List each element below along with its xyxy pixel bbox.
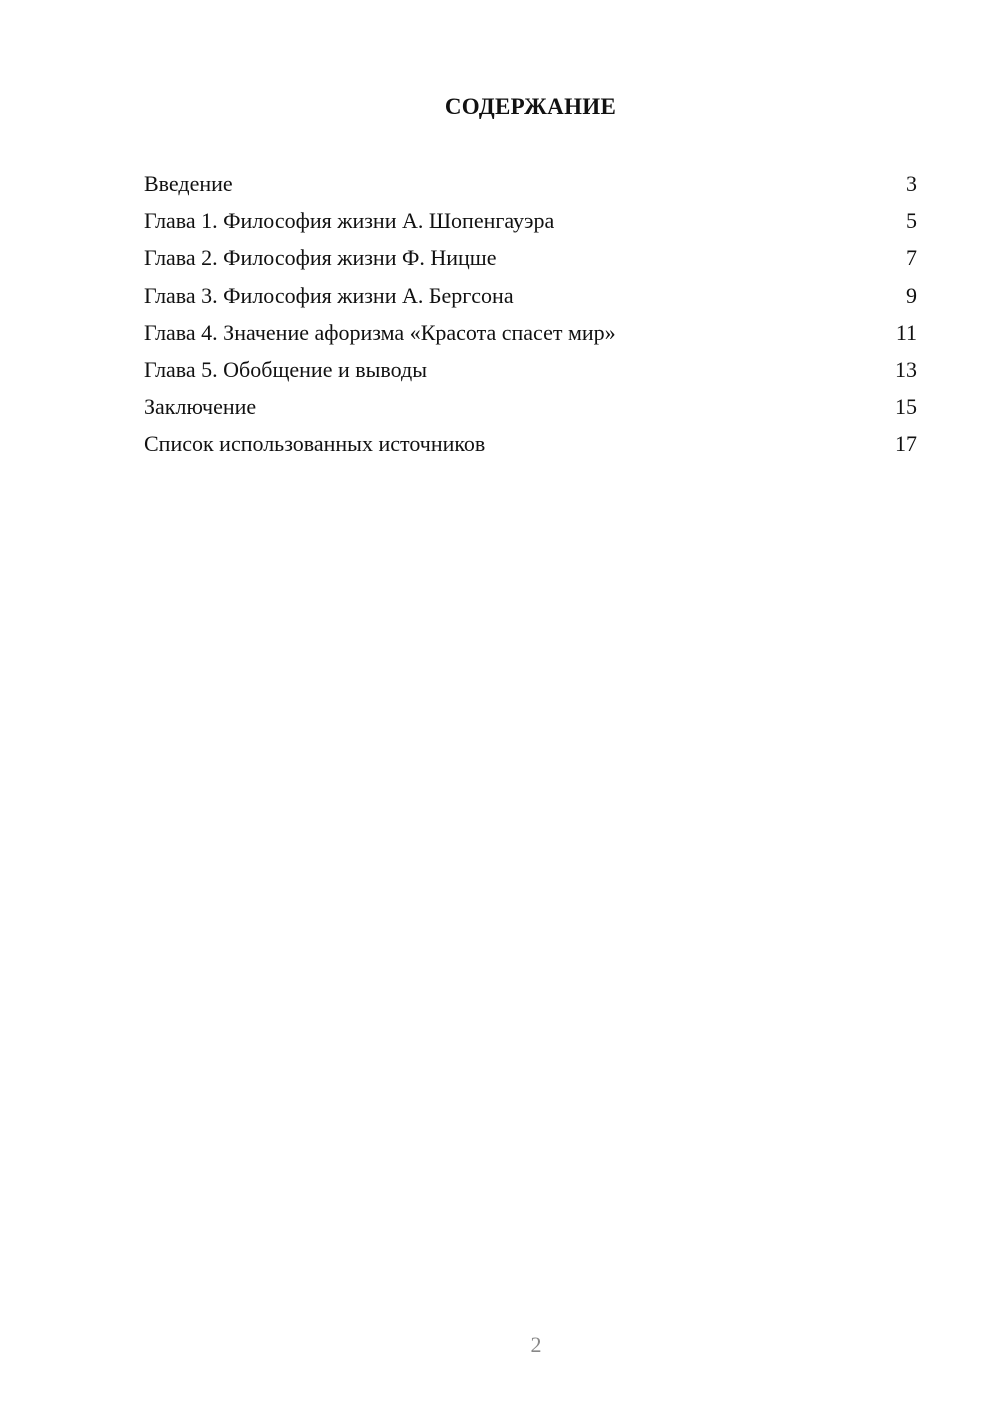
toc-entry-label: Глава 5. Обобщение и выводы: [144, 356, 427, 382]
toc-row: [144, 428, 917, 465]
toc-row: [144, 280, 917, 317]
toc-entry-label: Глава 1. Философия жизни А. Шопенгауэра: [144, 208, 555, 234]
toc-row: [144, 391, 917, 428]
toc-entry-page: 13: [895, 356, 917, 382]
page-number: 2: [530, 1332, 542, 1357]
toc-entry-page: 7: [906, 245, 917, 271]
toc-entry-page: 3: [906, 171, 917, 196]
toc-entry-page: 5: [906, 208, 917, 234]
toc-entry-label: Список использованных источников: [144, 431, 486, 457]
toc-entry-label: Введение: [144, 171, 233, 196]
toc-row: [144, 242, 917, 279]
toc-entry-page: 9: [906, 282, 917, 308]
toc-row: [144, 354, 917, 391]
toc-entry-page: 11: [895, 319, 917, 345]
toc-row: [144, 205, 917, 242]
toc-entry-label: Глава 2. Философия жизни Ф. Ницше: [144, 245, 497, 271]
toc-entry-label: Глава 3. Философия жизни А. Бергсона: [144, 282, 514, 308]
toc-entry-page: 15: [895, 394, 917, 420]
toc-row: [144, 168, 917, 205]
page-title: СОДЕРЖАНИЕ: [444, 94, 617, 119]
toc-entry-label: Глава 4. Значение афоризма «Красота спасет мир»: [144, 319, 616, 345]
toc-row: [144, 317, 917, 354]
toc-entry-page: 17: [895, 431, 917, 457]
table-of-contents: [144, 168, 917, 466]
toc-entry-label: Заключение: [144, 394, 257, 420]
